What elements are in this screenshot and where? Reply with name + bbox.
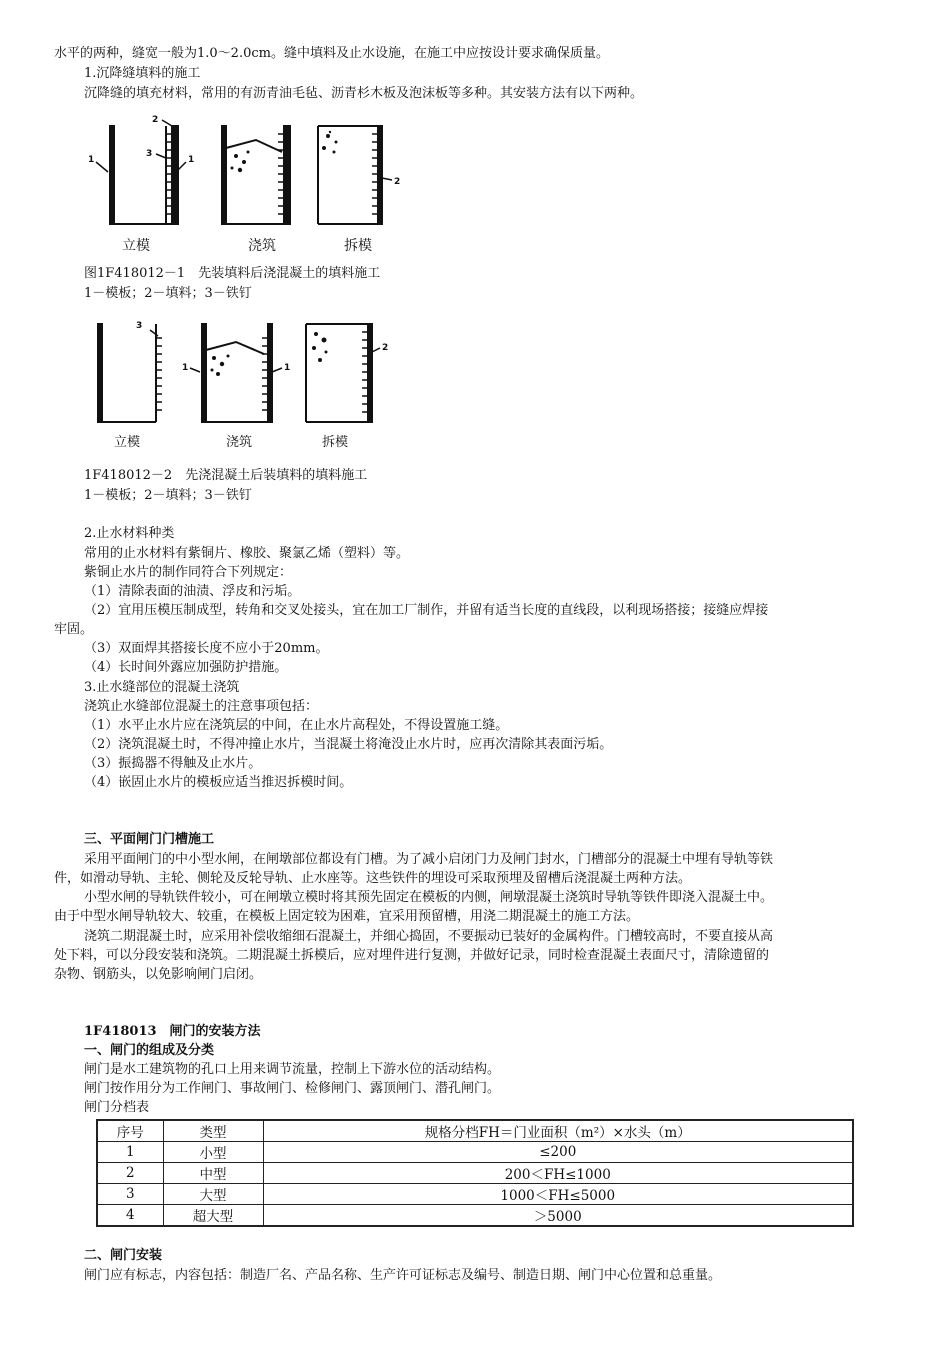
figure-2-drawing <box>86 312 426 462</box>
section-1-body: 沉降缝的填充材料，常用的有沥青油毛毡、沥青杉木板及泡沫板等多种。其安装方法有以下两种。 <box>84 86 644 101</box>
part-3-line-3: 小型水闸的导轨铁件较小，可在闸墩立模时将其预先固定在模板的内侧，闸墩混凝土浇筑时导轨等铁件即浇入混凝土中。 <box>84 890 774 905</box>
table-cell: ≤200 <box>263 1142 853 1163</box>
table-header-cell: 类型 <box>163 1120 263 1142</box>
section-2-item-1: （1）清除表面的油渍、浮皮和污垢。 <box>84 584 301 599</box>
table-cell: 大型 <box>163 1184 263 1205</box>
table-header-cell: 序号 <box>97 1120 163 1142</box>
part-2-line: 闸门应有标志，内容包括：制造厂名、产品名称、生产许可证标志及编号、制造日期、闸门中心位置和总重量。 <box>84 1268 722 1283</box>
fig1-label-demold: 拆模 <box>344 238 372 254</box>
section-3-title: 3.止水缝部位的混凝土浇筑 <box>84 680 240 695</box>
section-2-line-2: 紫铜止水片的制作同符合下列规定： <box>84 565 293 580</box>
section-2-line-1: 常用的止水材料有紫铜片、橡胶、聚氯乙烯（塑料）等。 <box>84 546 410 561</box>
fig1-callout-3: 3 <box>146 149 153 159</box>
fig2-callout-1a: 1 <box>182 363 189 373</box>
fig2-label-setup: 立模 <box>114 435 141 450</box>
figure-2-caption: 1F418012－2 先浇混凝土后装填料的填料施工 <box>84 468 368 483</box>
fig1-callout-4: 1 <box>188 155 195 165</box>
table-header-cell: 规格分档FH＝门业面积（m²）×水头（m） <box>263 1120 853 1142</box>
table-row <box>97 1205 853 1227</box>
table-row <box>97 1184 853 1205</box>
fig1-callout-2: 2 <box>152 115 159 125</box>
table-cell: 1 <box>97 1142 163 1163</box>
part-3-line-4: 由于中型水闸导轨较大、较重，在模板上固定较为困难，宜采用预留槽，用浇二期混凝土的施工方法。 <box>54 909 640 924</box>
part-3-line-1: 采用平面闸门的中小型水闸，在闸墩部位都设有门槽。为了减小启闭门力及闸门封水，门槽部分的混凝土中埋有导轨等铁 <box>84 852 774 867</box>
fig2-label-demold: 拆模 <box>322 435 349 450</box>
part-3-line-2: 件，如滑动导轨、主轮、侧轮及反轮导轨、止水座等。这些铁件的埋设可采取预埋及留槽后浇混凝土两种方法。 <box>54 871 692 886</box>
part-1-line-2: 闸门按作用分为工作闸门、事故闸门、检修闸门、露顶闸门、潜孔闸门。 <box>84 1081 501 1096</box>
figure-1 <box>86 112 426 262</box>
part-3-title: 三、平面闸门门槽施工 <box>84 832 215 847</box>
section-2-item-2-cont: 牢固。 <box>54 622 94 637</box>
fig1-callout-1: 1 <box>88 155 95 165</box>
section-2-item-2: （2）宜用压模压制成型，转角和交叉处接头，宜在加工厂制作，并留有适当长度的直线段，以利现场搭接；接缝应焊接 <box>84 603 769 618</box>
fig1-callout-5: 2 <box>394 177 401 187</box>
table-cell: 3 <box>97 1184 163 1205</box>
fig2-callout-2: 2 <box>382 343 389 353</box>
table-cell: 200＜FH≤1000 <box>263 1163 853 1184</box>
section-3-line-1: 浇筑止水缝部位混凝土的注意事项包括： <box>84 699 319 714</box>
fig2-callout-3: 3 <box>136 321 143 331</box>
part-1-line-1: 闸门是水工建筑物的孔口上用来调节流量，控制上下游水位的活动结构。 <box>84 1062 501 1077</box>
table-cell: 1000＜FH≤5000 <box>263 1184 853 1205</box>
section-3-line-3: （2）浇筑混凝土时，不得冲撞止水片，当混凝土将淹没止水片时，应再次清除其表面污垢。 <box>84 737 613 752</box>
section-2-item-3: （3）双面焊其搭接长度不应小于20mm。 <box>84 641 329 656</box>
table-cell: 小型 <box>163 1142 263 1163</box>
figure-1-caption: 图1F418012－1 先装填料后浇混凝土的填料施工 <box>84 266 381 281</box>
section-3-line-5: （4）嵌固止水片的模板应适当推迟拆模时间。 <box>84 775 353 790</box>
fig2-callout-1b: 1 <box>284 363 291 373</box>
part-3-line-6: 处下料，可以分段安装和浇筑。二期混凝土拆模后，应对埋件进行复测，并做好记录，同时检查混凝土表面尺寸，清除遗留的 <box>54 948 770 963</box>
table-cell: 2 <box>97 1163 163 1184</box>
part-3-line-5: 浇筑二期混凝土时，应采用补偿收缩细石混凝土，并细心捣固，不要振动已装好的金属构件。门槽较高时，不要直接从高 <box>84 929 774 944</box>
table-header-row <box>97 1120 853 1142</box>
table-cell: 超大型 <box>163 1205 263 1227</box>
table-caption: 闸门分档表 <box>84 1100 150 1115</box>
section-3-line-4: （3）振捣器不得触及止水片。 <box>84 756 262 771</box>
figure-2 <box>86 312 426 462</box>
section-code-heading: 1F418013 闸门的安装方法 <box>84 1024 261 1039</box>
gate-classification-table <box>96 1119 854 1227</box>
fig2-label-pour: 浇筑 <box>226 435 253 450</box>
fig1-label-setup: 立模 <box>122 238 150 254</box>
part-2-title: 二、闸门安装 <box>84 1248 163 1263</box>
table-cell: 中型 <box>163 1163 263 1184</box>
section-3-line-2: （1）水平止水片应在浇筑层的中间，在止水片高程处，不得设置施工缝。 <box>84 718 509 733</box>
section-2-title: 2.止水材料种类 <box>84 526 175 541</box>
fig1-label-pour: 浇筑 <box>248 238 276 254</box>
table-cell: ＞5000 <box>263 1205 853 1227</box>
table-cell: 4 <box>97 1205 163 1227</box>
part-3-line-7: 杂物、钢筋头，以免影响闸门启闭。 <box>54 967 263 982</box>
figure-1-drawing <box>86 112 426 262</box>
section-1-title: 1.沉降缝填料的施工 <box>84 66 201 81</box>
part-1-title: 一、闸门的组成及分类 <box>84 1043 215 1058</box>
figure-1-legend: 1－模板；2－填料；3－铁钉 <box>84 286 252 301</box>
table-row <box>97 1163 853 1184</box>
table-row <box>97 1142 853 1163</box>
intro-paragraph: 水平的两种，缝宽一般为1.0～2.0cm。缝中填料及止水设施，在施工中应按设计要求确保质量。 <box>54 46 609 61</box>
section-2-item-4: （4）长时间外露应加强防护措施。 <box>84 660 288 675</box>
figure-2-legend: 1－模板；2－填料；3－铁钉 <box>84 488 252 503</box>
